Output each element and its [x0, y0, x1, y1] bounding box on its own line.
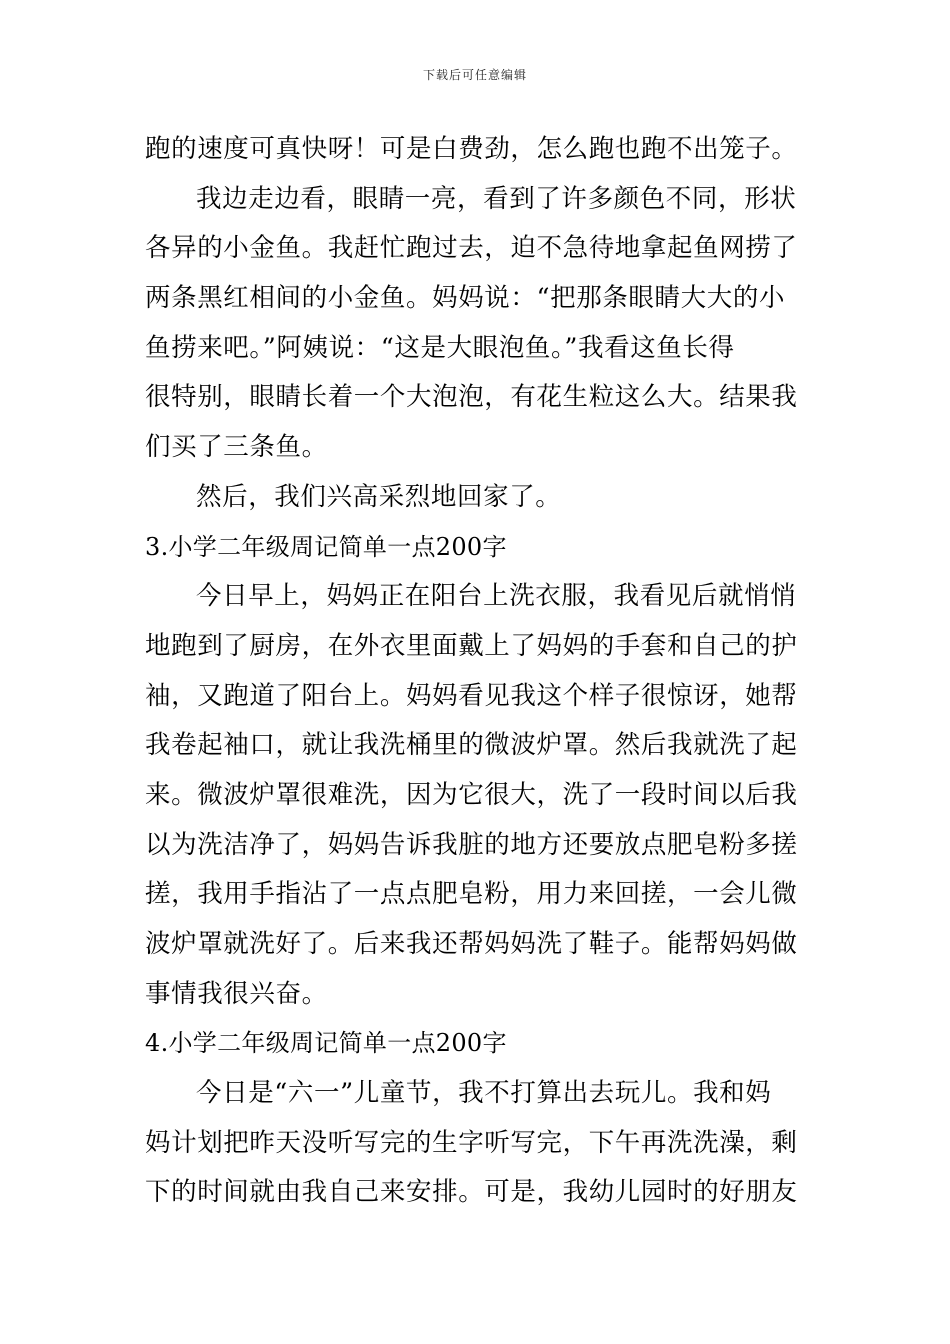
text-line: 以为洗洁净了，妈妈告诉我脏的地方还要放点肥皂粉多搓 [145, 829, 798, 860]
text-line: 鱼捞来吧。”阿姨说：“这是大眼泡鱼。”我看这鱼长得 [145, 332, 735, 363]
section-heading: 3.小学二年级周记简单一点200字 [145, 532, 507, 561]
text-line: 各异的小金鱼。我赶忙跑过去，迫不急待地拿起鱼网捞了 [145, 233, 798, 264]
paragraph-start: 今日是“六一”儿童节，我不打算出去玩儿。我和妈 [196, 1078, 772, 1109]
text-line: 搓，我用手指沾了一点点肥皂粉，用力来回搓，一会儿微 [145, 879, 798, 910]
paragraph-start: 我边走边看，眼睛一亮，看到了许多颜色不同，形状 [196, 183, 797, 214]
text-line: 们买了三条鱼。 [145, 432, 328, 463]
paragraph-start: 然后，我们兴高采烈地回家了。 [196, 481, 562, 512]
section-heading: 4.小学二年级周记简单一点200字 [145, 1029, 507, 1058]
text-line: 我卷起袖口，就让我洗桶里的微波炉罩。然后我就洗了起 [145, 730, 798, 761]
text-line: 事情我很兴奋。 [145, 978, 328, 1009]
document-body [145, 125, 810, 1218]
text-line: 妈计划把昨天没听写完的生字听写完，下午再洗洗澡，剩 [145, 1127, 798, 1158]
paragraph-start: 今日早上，妈妈正在阳台上洗衣服，我看见后就悄悄 [196, 581, 797, 612]
text-line: 很特别，眼睛长着一个大泡泡，有花生粒这么大。结果我 [145, 382, 798, 413]
text-line: 跑的速度可真快呀！可是白费劲，怎么跑也跑不出笼子。 [145, 134, 798, 164]
text-line: 袖，又跑道了阳台上。妈妈看见我这个样子很惊讶，她帮 [145, 680, 798, 711]
text-line: 两条黑红相间的小金鱼。妈妈说：“把那条眼睛大大的小 [145, 283, 786, 314]
text-line: 下的时间就由我自己来安排。可是，我幼儿园时的好朋友 [145, 1177, 798, 1208]
page-header: 下载后可任意编辑 [422, 68, 527, 82]
text-line: 来。微波炉罩很难洗，因为它很大，洗了一段时间以后我 [145, 779, 798, 810]
text-line: 地跑到了厨房，在外衣里面戴上了妈妈的手套和自己的护 [145, 630, 798, 661]
text-line: 波炉罩就洗好了。后来我还帮妈妈洗了鞋子。能帮妈妈做 [145, 929, 798, 959]
